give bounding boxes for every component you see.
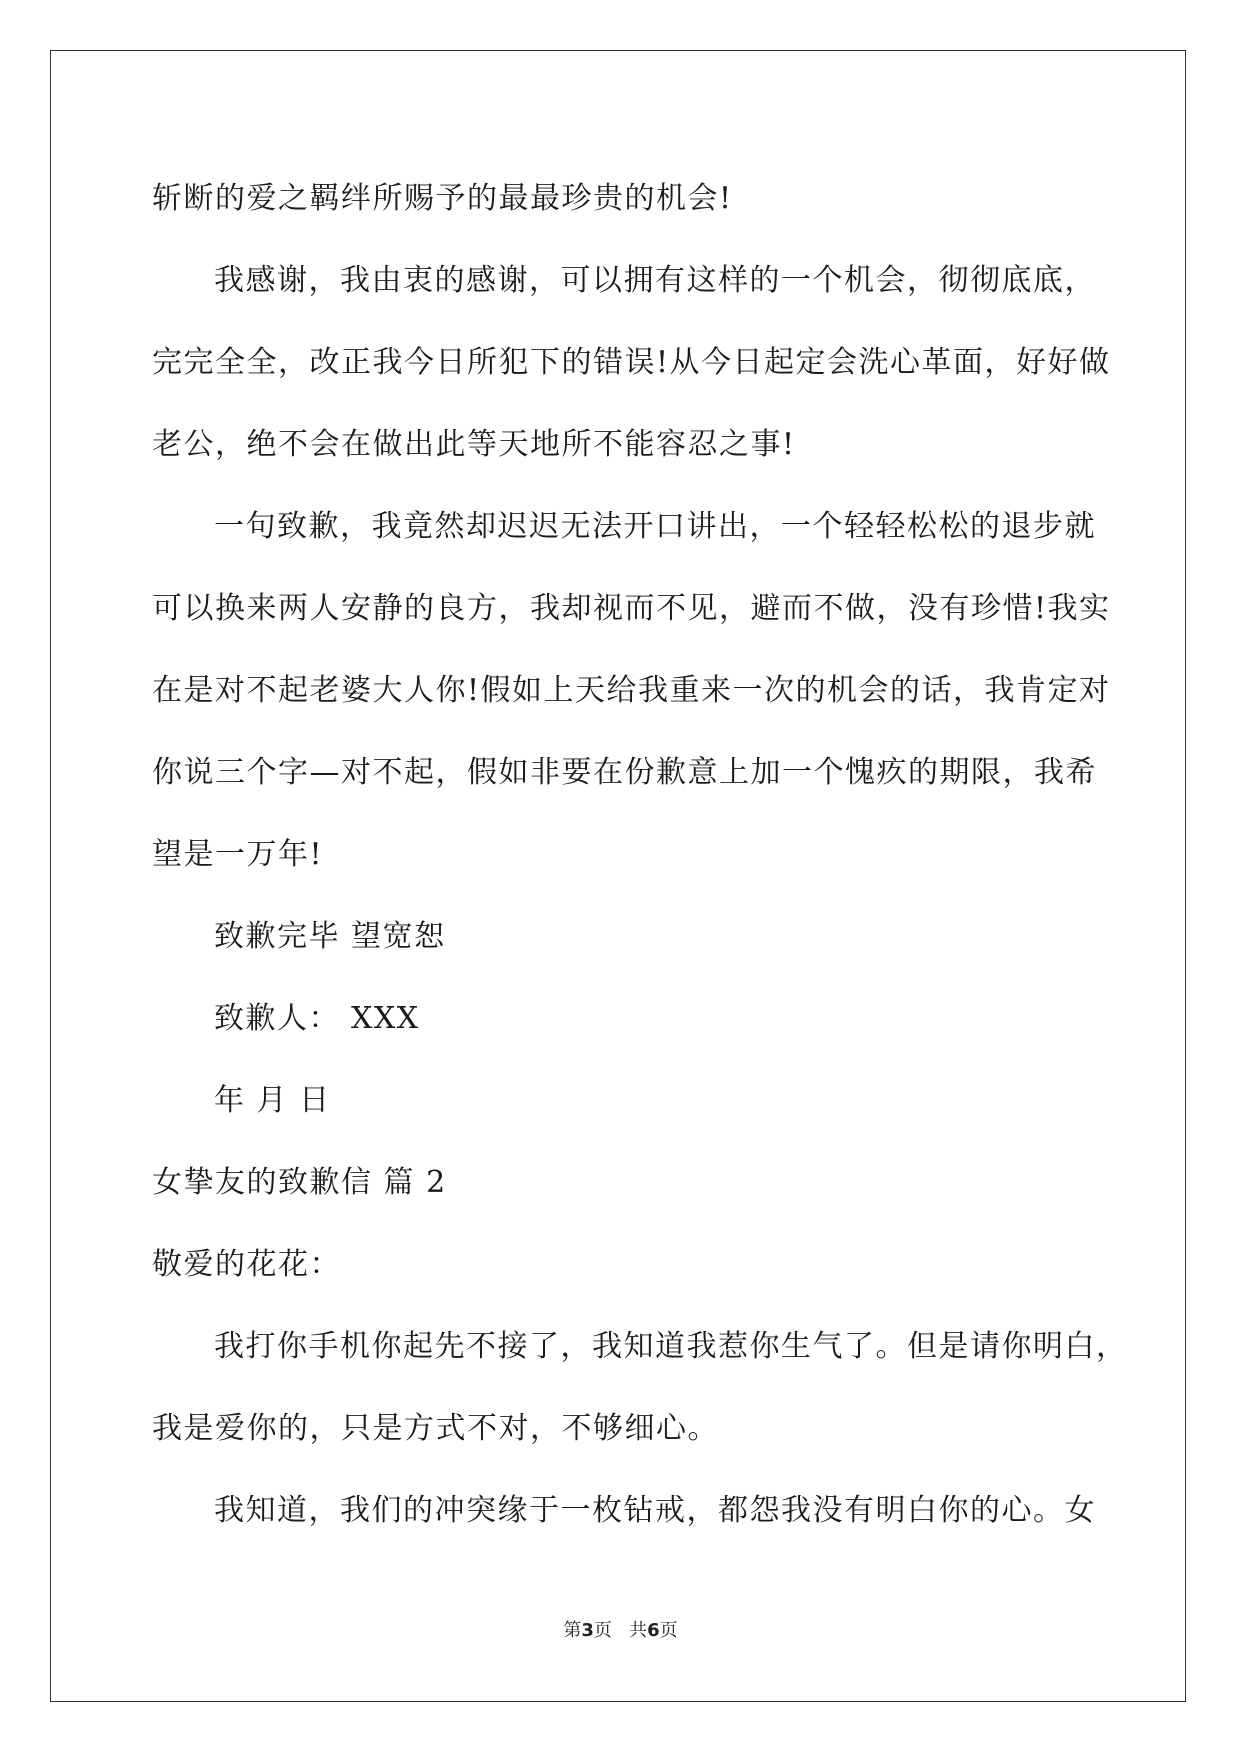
date-line: 年 月 日 bbox=[214, 1083, 331, 1118]
text-line: 望是一万年! bbox=[152, 837, 324, 872]
page-number: 3 bbox=[581, 1620, 594, 1641]
text-line: 可以换来两人安静的良方，我却视而不见，避而不做，没有珍惜!我实 bbox=[152, 591, 1111, 626]
page-suffix: 页 bbox=[593, 1620, 612, 1641]
document-body bbox=[152, 158, 1128, 1552]
page-prefix: 第 bbox=[563, 1620, 582, 1641]
total-suffix: 页 bbox=[659, 1620, 678, 1641]
signature-line: 致歉人： XXX bbox=[214, 1001, 420, 1036]
paragraph-start: 我打你手机你起先不接了，我知道我惹你生气了。但是请你明白， bbox=[214, 1329, 1128, 1364]
closing-line: 致歉完毕 望宽恕 bbox=[214, 919, 446, 954]
page-footer bbox=[0, 1616, 1241, 1642]
section-title: 女挚友的致歉信 篇 2 bbox=[152, 1165, 447, 1200]
text-line: 老公，绝不会在做出此等天地所不能容忍之事! bbox=[152, 427, 796, 462]
text-line: 在是对不起老婆大人你!假如上天给我重来一次的机会的话，我肯定对 bbox=[152, 673, 1111, 708]
text-line: 我是爱你的，只是方式不对，不够细心。 bbox=[152, 1411, 719, 1446]
text-line: 完完全全，改正我今日所犯下的错误!从今日起定会洗心革面，好好做 bbox=[152, 345, 1111, 380]
total-pages: 6 bbox=[647, 1620, 660, 1641]
text-line: 你说三个字—对不起，假如非要在份歉意上加一个愧疚的期限，我希 bbox=[152, 755, 1097, 790]
salutation: 敬爱的花花： bbox=[152, 1247, 341, 1282]
paragraph-start: 我感谢，我由衷的感谢，可以拥有这样的一个机会，彻彻底底， bbox=[214, 263, 1096, 298]
paragraph-start: 我知道，我们的冲突缘于一枚钻戒，都怨我没有明白你的心。女 bbox=[214, 1493, 1096, 1528]
paragraph-start: 一句致歉，我竟然却迟迟无法开口讲出，一个轻轻松松的退步就 bbox=[214, 509, 1096, 544]
total-prefix: 共 bbox=[629, 1620, 648, 1641]
text-line: 斩断的爱之羁绊所赐予的最最珍贵的机会! bbox=[152, 181, 733, 216]
